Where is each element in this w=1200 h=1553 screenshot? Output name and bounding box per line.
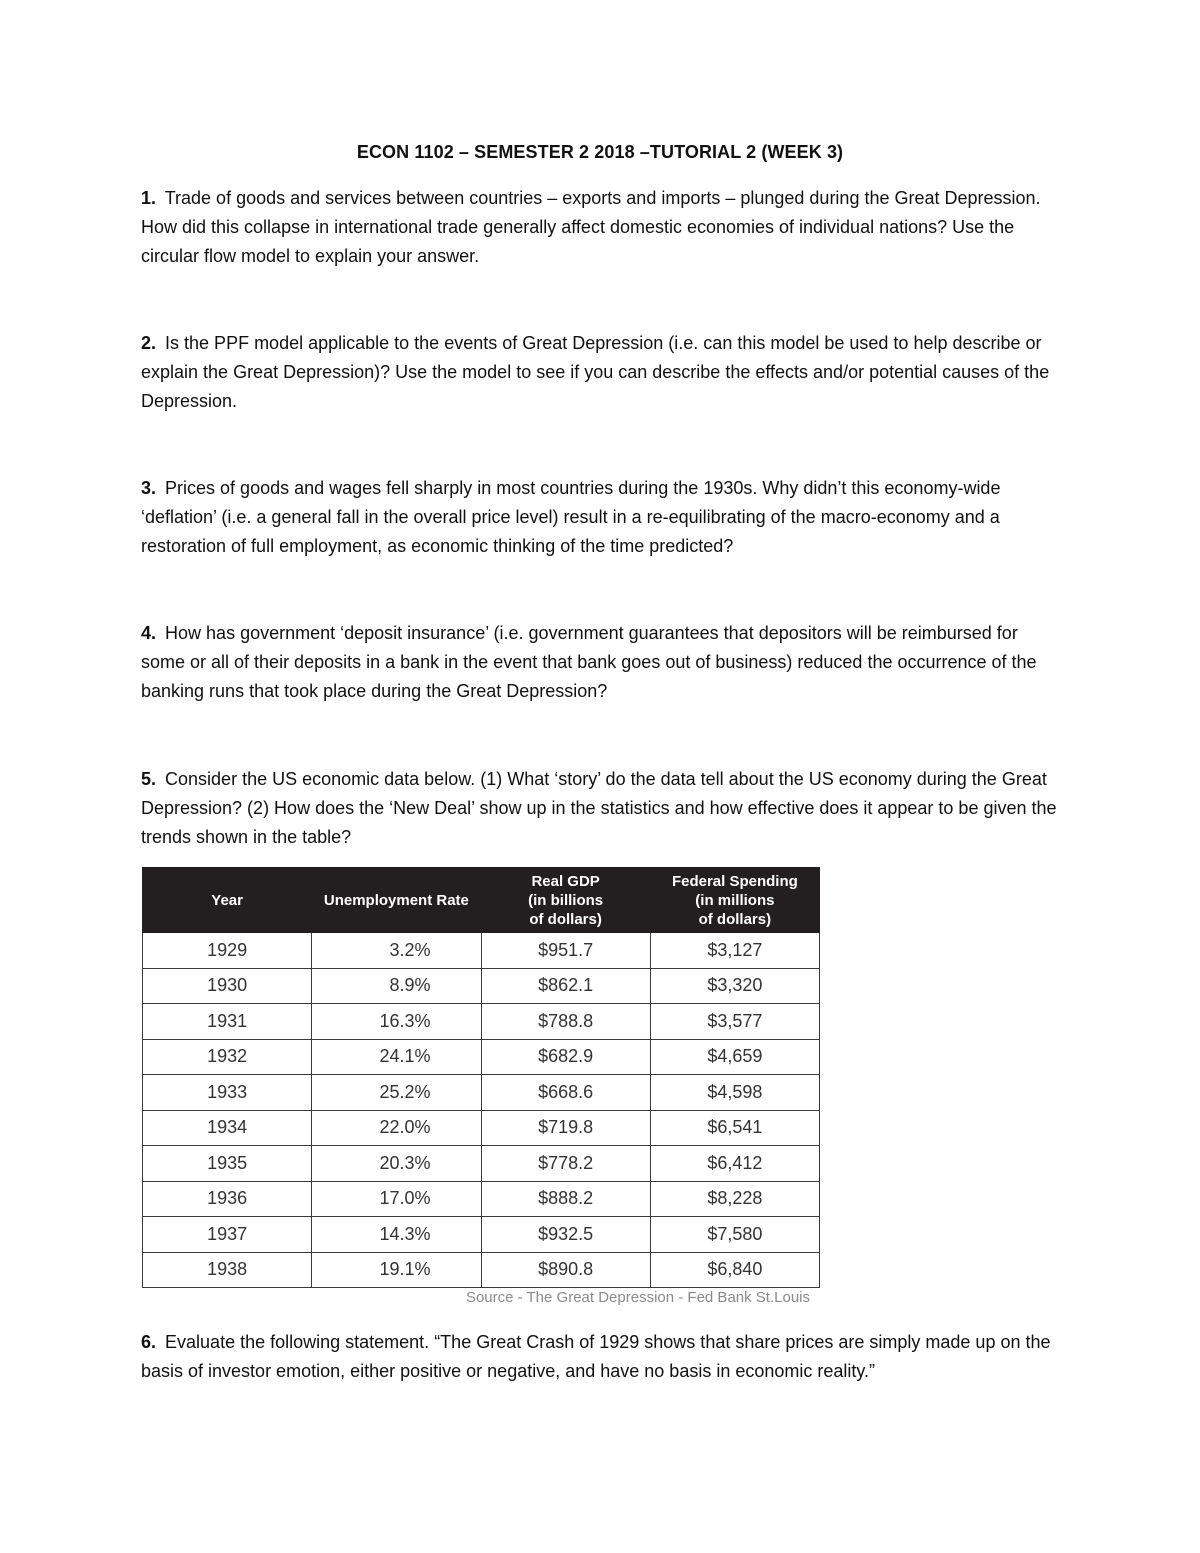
cell-year: 1933 [143, 1075, 312, 1111]
question-text: Is the PPF model applicable to the events of Great Depression (i.e. can this model be used to help describe or explain the Great Depression)? Use the model to see if you can describe the effects and/or potential causes of the Depression. [141, 333, 1050, 411]
question-number: 3. [141, 478, 157, 498]
question-text: Evaluate the following statement. “The Great Crash of 1929 shows that share prices are simply made up on the basis of investor emotion, either positive or negative, and have no basis in economic reality.” [141, 1332, 1051, 1381]
table-row [143, 1146, 820, 1182]
cell-federal-spending: $3,320 [650, 968, 819, 1004]
question-number: 4. [141, 623, 157, 643]
cell-year: 1929 [143, 933, 312, 969]
cell-real-gdp: $888.2 [481, 1181, 650, 1217]
cell-unemployment-rate: 17.0% [312, 1181, 481, 1217]
header-real-gdp: Real GDP (in billions of dollars) [481, 868, 650, 933]
table-header-row [143, 868, 820, 933]
cell-year: 1931 [143, 1004, 312, 1040]
cell-unemployment-rate: 3.2% [312, 933, 481, 969]
cell-real-gdp: $932.5 [481, 1217, 650, 1253]
cell-year: 1935 [143, 1146, 312, 1182]
page-title: ECON 1102 – SEMESTER 2 2018 –TUTORIAL 2 (WEEK 3) [356, 142, 844, 162]
cell-year: 1930 [143, 968, 312, 1004]
question-number: 1. [141, 188, 157, 208]
cell-unemployment-rate: 14.3% [312, 1217, 481, 1253]
table-row [143, 1181, 820, 1217]
table-row [143, 1075, 820, 1111]
cell-year: 1938 [143, 1252, 312, 1288]
table-row [143, 1217, 820, 1253]
cell-unemployment-rate: 25.2% [312, 1075, 481, 1111]
cell-unemployment-rate: 8.9% [312, 968, 481, 1004]
table-row [143, 1110, 820, 1146]
cell-unemployment-rate: 24.1% [312, 1039, 481, 1075]
question-text: How has government ‘deposit insurance’ (i.e. government guarantees that depositors will be reimbursed for some or all of their deposits in a bank in the event that bank goes out of business) reduced the occurrence of the banking runs that took place during the Great Depression? [141, 623, 1037, 701]
question-text: Trade of goods and services between countries – exports and imports – plunged during the Great Depression. How did this collapse in international trade generally affect domestic economies of individual nations? Use the circular flow model to explain your answer. [141, 188, 1041, 266]
question-number: 2. [141, 333, 157, 353]
question-number: 6. [141, 1332, 157, 1352]
cell-unemployment-rate: 16.3% [312, 1004, 481, 1040]
cell-unemployment-rate: 19.1% [312, 1252, 481, 1288]
cell-unemployment-rate: 22.0% [312, 1110, 481, 1146]
cell-real-gdp: $862.1 [481, 968, 650, 1004]
question-text: Consider the US economic data below. (1) What ‘story’ do the data tell about the US economy during the Great Depression? (2) How does the ‘New Deal’ show up in the statistics and how effective does it appear to be given the trends shown in the table? [141, 769, 1057, 847]
cell-year: 1937 [143, 1217, 312, 1253]
cell-real-gdp: $951.7 [481, 933, 650, 969]
cell-federal-spending: $4,659 [650, 1039, 819, 1075]
cell-year: 1934 [143, 1110, 312, 1146]
table-row [143, 933, 820, 969]
cell-real-gdp: $682.9 [481, 1039, 650, 1075]
header-unemployment-rate: Unemployment Rate [312, 868, 481, 933]
cell-real-gdp: $719.8 [481, 1110, 650, 1146]
cell-federal-spending: $8,228 [650, 1181, 819, 1217]
question-4 [141, 619, 1061, 706]
header-year: Year [143, 868, 312, 933]
table-row [143, 1039, 820, 1075]
cell-year: 1936 [143, 1181, 312, 1217]
table-row [143, 1004, 820, 1040]
table-row [143, 968, 820, 1004]
cell-year: 1932 [143, 1039, 312, 1075]
cell-real-gdp: $890.8 [481, 1252, 650, 1288]
cell-federal-spending: $6,541 [650, 1110, 819, 1146]
question-1 [141, 184, 1061, 271]
cell-federal-spending: $3,127 [650, 933, 819, 969]
cell-unemployment-rate: 20.3% [312, 1146, 481, 1182]
cell-real-gdp: $668.6 [481, 1075, 650, 1111]
us-economic-data-table [142, 867, 820, 1288]
question-6 [141, 1328, 1061, 1386]
cell-federal-spending: $6,840 [650, 1252, 819, 1288]
table-source-note: Source - The Great Depression - Fed Bank St.Louis [465, 1289, 810, 1306]
table-body [143, 933, 820, 1288]
question-5 [141, 765, 1061, 852]
cell-federal-spending: $6,412 [650, 1146, 819, 1182]
question-3 [141, 474, 1061, 561]
cell-federal-spending: $7,580 [650, 1217, 819, 1253]
question-number: 5. [141, 769, 157, 789]
cell-federal-spending: $3,577 [650, 1004, 819, 1040]
table-row [143, 1252, 820, 1288]
cell-federal-spending: $4,598 [650, 1075, 819, 1111]
question-text: Prices of goods and wages fell sharply in most countries during the 1930s. Why didn’t this economy-wide ‘deflation’ (i.e. a general fall in the overall price level) result in a re-equilibrating of the macro-economy and a restoration of full employment, as economic thinking of the time predicted? [141, 478, 1001, 556]
header-federal-spending: Federal Spending (in millions of dollars) [650, 868, 819, 933]
cell-real-gdp: $778.2 [481, 1146, 650, 1182]
question-2 [141, 329, 1061, 416]
cell-real-gdp: $788.8 [481, 1004, 650, 1040]
